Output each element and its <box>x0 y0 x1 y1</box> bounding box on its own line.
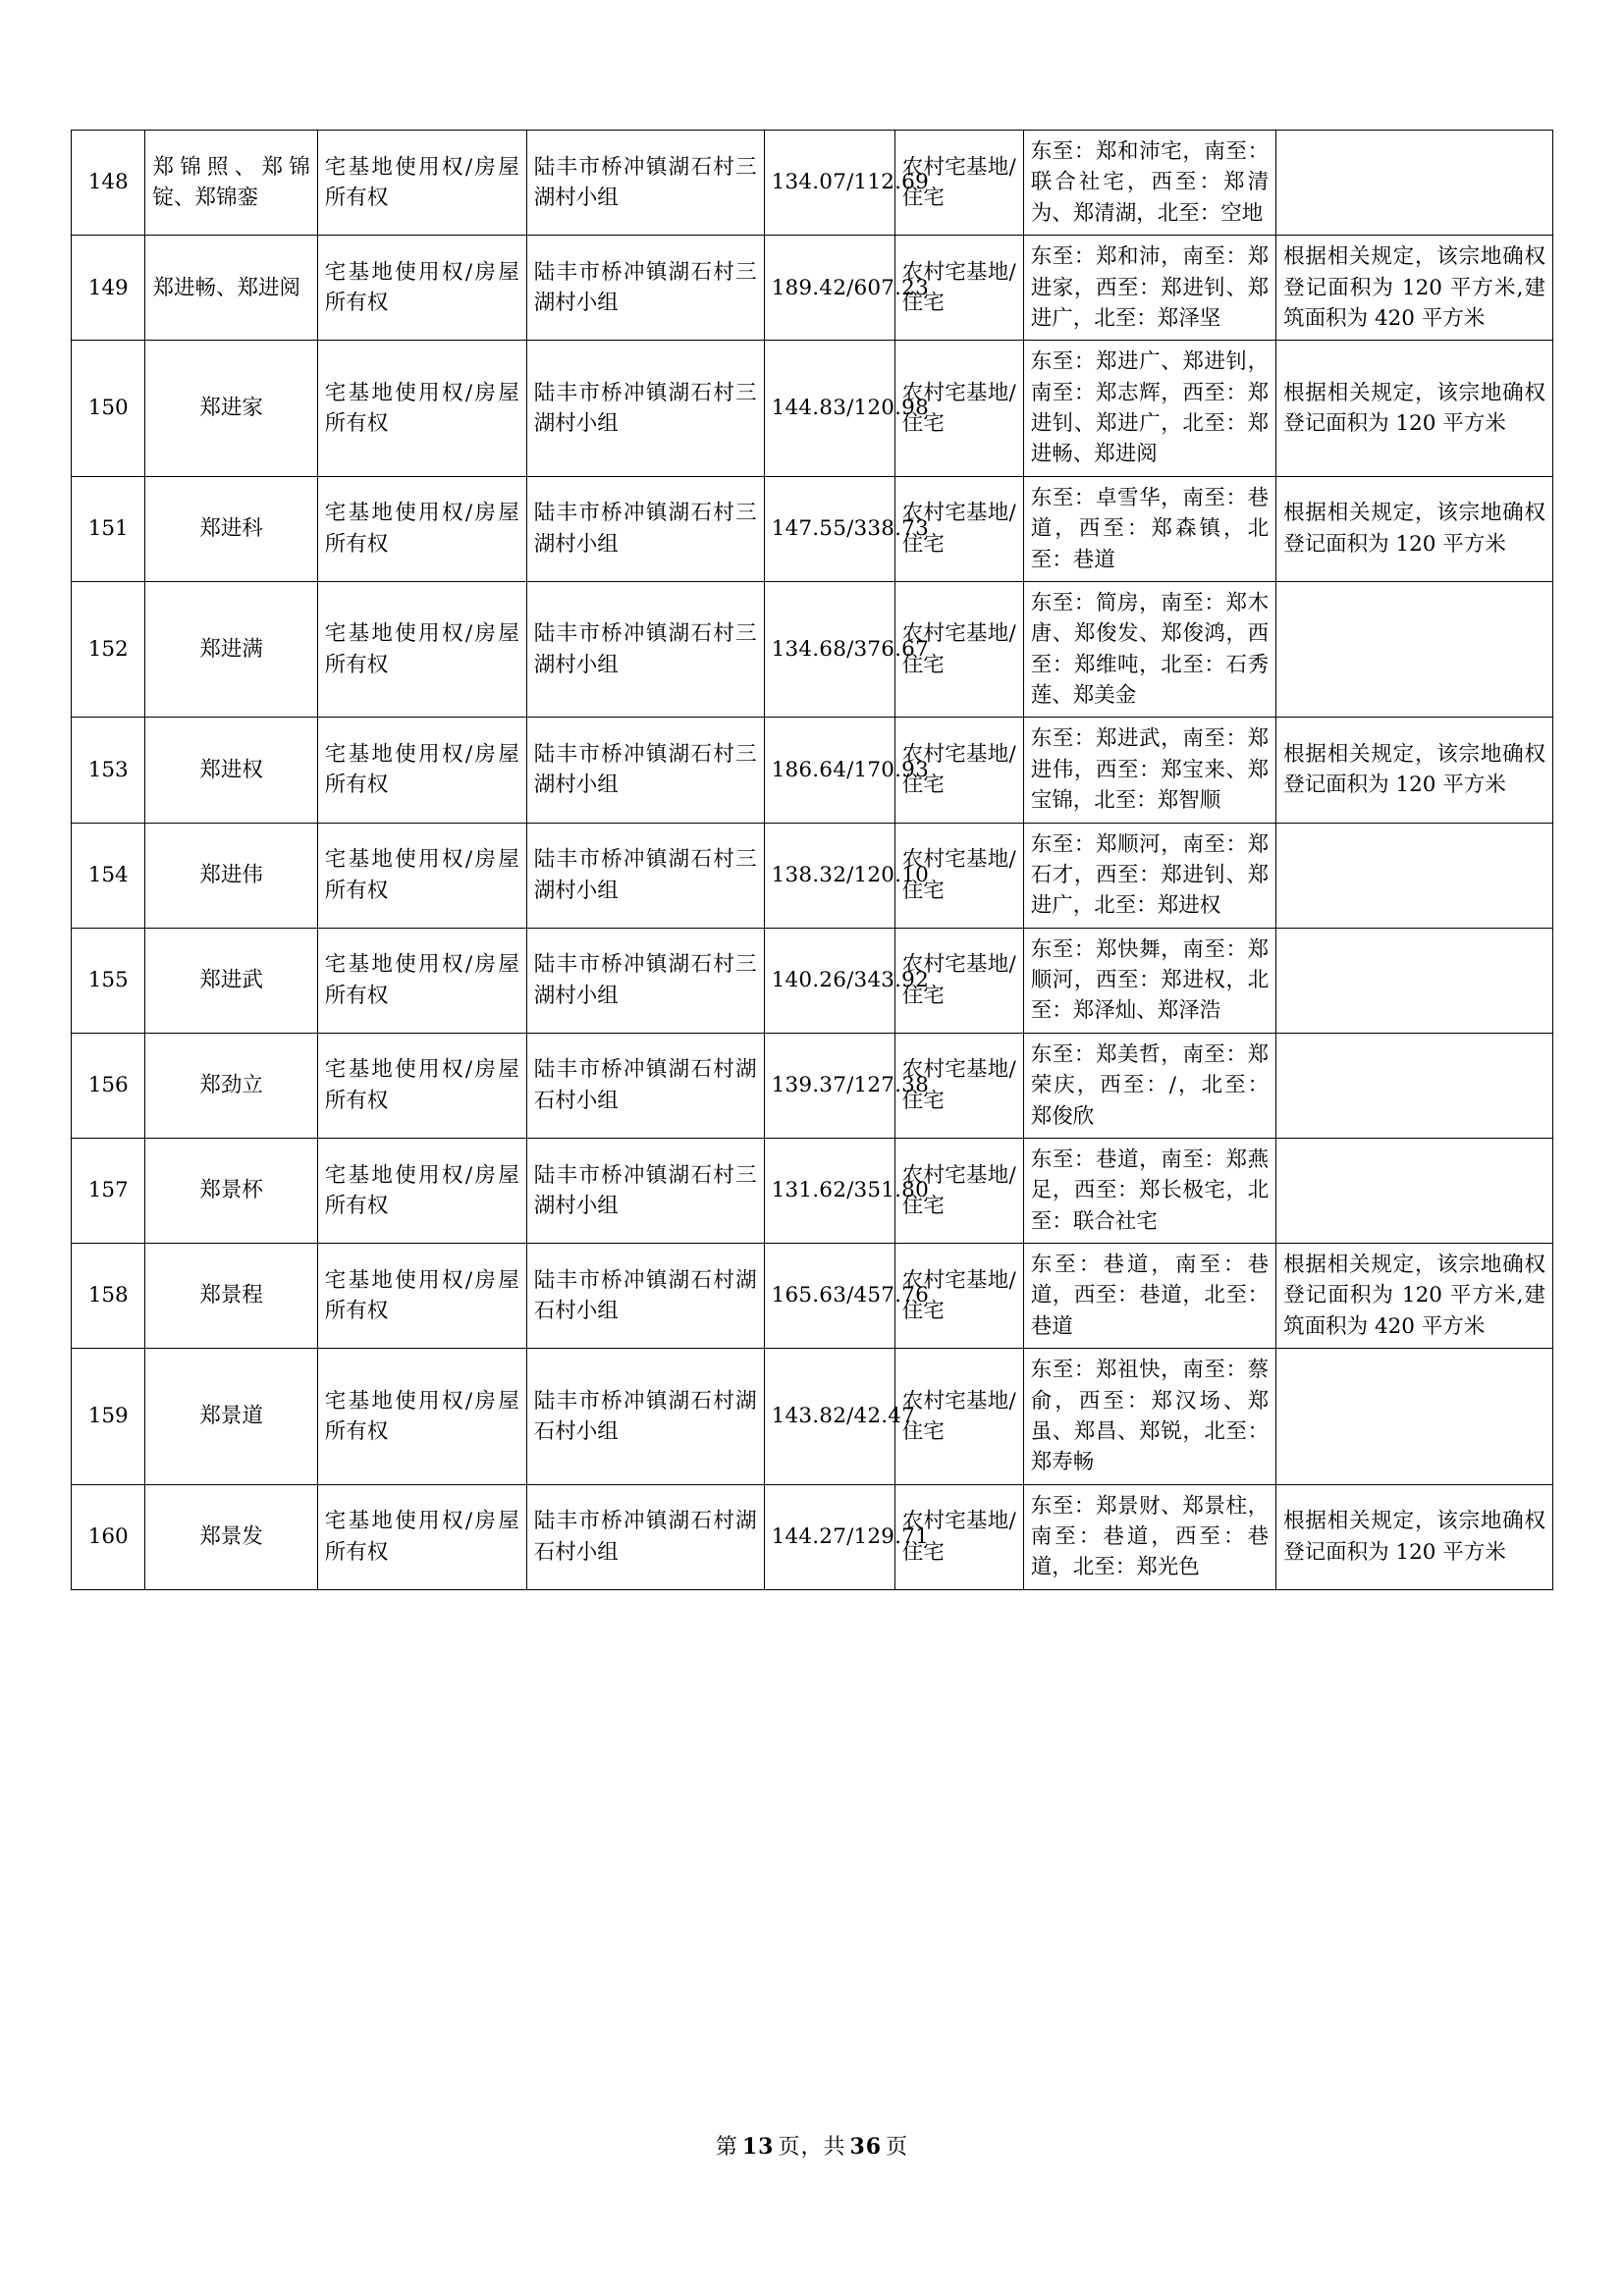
row-area: 131.62/351.80 <box>764 1138 894 1243</box>
row-boundary: 东至：郑进广、郑进钊，南至：郑志辉，西至：郑进钊、郑进广，北至：郑进畅、郑进阅 <box>1023 341 1275 477</box>
row-right-type: 宅基地使用权/房屋所有权 <box>317 131 526 236</box>
row-note <box>1276 823 1553 928</box>
table-row <box>72 1244 1553 1349</box>
row-owner-name: 郑进伟 <box>145 823 317 928</box>
row-boundary: 东至：卓雪华，南至：巷道，西至：郑森镇，北至：巷道 <box>1023 476 1275 581</box>
row-right-type: 宅基地使用权/房屋所有权 <box>317 1349 526 1485</box>
row-note <box>1276 131 1553 236</box>
row-use: 农村宅基地/住宅 <box>894 1138 1023 1243</box>
row-right-type: 宅基地使用权/房屋所有权 <box>317 823 526 928</box>
row-location: 陆丰市桥冲镇湖石村三湖村小组 <box>526 718 764 823</box>
row-area: 144.83/120.98 <box>764 341 894 477</box>
row-right-type: 宅基地使用权/房屋所有权 <box>317 1484 526 1589</box>
table-body <box>72 131 1553 1590</box>
row-boundary: 东至：郑和沛宅，南至：联合社宅，西至：郑清为、郑清湖，北至：空地 <box>1023 131 1275 236</box>
row-note: 根据相关规定，该宗地确权登记面积为 120 平方米,建筑面积为 420 平方米 <box>1276 1244 1553 1349</box>
row-use: 农村宅基地/住宅 <box>894 1484 1023 1589</box>
row-area: 147.55/338.73 <box>764 476 894 581</box>
footer-middle: 页，共 <box>778 2135 846 2160</box>
row-note <box>1276 1033 1553 1138</box>
table-row <box>72 823 1553 928</box>
row-owner-name: 郑进权 <box>145 718 317 823</box>
row-right-type: 宅基地使用权/房屋所有权 <box>317 1244 526 1349</box>
row-note <box>1276 1138 1553 1243</box>
row-location: 陆丰市桥冲镇湖石村三湖村小组 <box>526 476 764 581</box>
row-location: 陆丰市桥冲镇湖石村湖石村小组 <box>526 1244 764 1349</box>
row-location: 陆丰市桥冲镇湖石村湖石村小组 <box>526 1484 764 1589</box>
table-row <box>72 476 1553 581</box>
footer-prefix: 第 <box>715 2135 738 2160</box>
row-note <box>1276 581 1553 718</box>
row-area: 165.63/457.76 <box>764 1244 894 1349</box>
table-row <box>72 1033 1553 1138</box>
row-use: 农村宅基地/住宅 <box>894 581 1023 718</box>
row-index: 160 <box>72 1484 145 1589</box>
row-index: 148 <box>72 131 145 236</box>
row-area: 143.82/42.47 <box>764 1349 894 1485</box>
row-owner-name: 郑进畅、郑进阅 <box>145 236 317 341</box>
row-owner-name: 郑景程 <box>145 1244 317 1349</box>
footer-current-page: 13 <box>741 2134 775 2160</box>
row-use: 农村宅基地/住宅 <box>894 1033 1023 1138</box>
row-index: 149 <box>72 236 145 341</box>
table-row <box>72 928 1553 1033</box>
table-row <box>72 581 1553 718</box>
row-owner-name: 郑进武 <box>145 928 317 1033</box>
row-index: 150 <box>72 341 145 477</box>
row-use: 农村宅基地/住宅 <box>894 718 1023 823</box>
row-boundary: 东至：郑快舞，南至：郑顺河，西至：郑进权，北至：郑泽灿、郑泽浩 <box>1023 928 1275 1033</box>
row-location: 陆丰市桥冲镇湖石村湖石村小组 <box>526 1033 764 1138</box>
row-right-type: 宅基地使用权/房屋所有权 <box>317 1138 526 1243</box>
row-index: 156 <box>72 1033 145 1138</box>
row-use: 农村宅基地/住宅 <box>894 1349 1023 1485</box>
footer-suffix: 页 <box>886 2135 909 2160</box>
row-owner-name: 郑劲立 <box>145 1033 317 1138</box>
row-owner-name: 郑景道 <box>145 1349 317 1485</box>
row-area: 134.68/376.67 <box>764 581 894 718</box>
row-note: 根据相关规定，该宗地确权登记面积为 120 平方米,建筑面积为 420 平方米 <box>1276 236 1553 341</box>
row-owner-name: 郑进满 <box>145 581 317 718</box>
row-owner-name: 郑进科 <box>145 476 317 581</box>
row-location: 陆丰市桥冲镇湖石村三湖村小组 <box>526 823 764 928</box>
row-index: 157 <box>72 1138 145 1243</box>
row-boundary: 东至：郑和沛，南至：郑进家，西至：郑进钊、郑进广，北至：郑泽坚 <box>1023 236 1275 341</box>
table-row <box>72 1138 1553 1243</box>
footer-total-pages: 36 <box>849 2134 883 2160</box>
row-area: 134.07/112.69 <box>764 131 894 236</box>
row-boundary: 东至：郑景财、郑景柱，南至：巷道，西至：巷道，北至：郑光色 <box>1023 1484 1275 1589</box>
row-boundary: 东至：郑顺河，南至：郑石才，西至：郑进钊、郑进广，北至：郑进权 <box>1023 823 1275 928</box>
page-footer <box>0 2130 1624 2161</box>
row-right-type: 宅基地使用权/房屋所有权 <box>317 718 526 823</box>
row-note: 根据相关规定，该宗地确权登记面积为 120 平方米 <box>1276 476 1553 581</box>
row-index: 152 <box>72 581 145 718</box>
row-note: 根据相关规定，该宗地确权登记面积为 120 平方米 <box>1276 1484 1553 1589</box>
row-index: 159 <box>72 1349 145 1485</box>
row-location: 陆丰市桥冲镇湖石村三湖村小组 <box>526 581 764 718</box>
row-area: 138.32/120.10 <box>764 823 894 928</box>
row-right-type: 宅基地使用权/房屋所有权 <box>317 581 526 718</box>
row-boundary: 东至：郑美哲，南至：郑荣庆，西至：/，北至：郑俊欣 <box>1023 1033 1275 1138</box>
row-boundary: 东至：巷道，南至：郑燕足，西至：郑长极宅，北至：联合社宅 <box>1023 1138 1275 1243</box>
row-boundary: 东至：简房，南至：郑木唐、郑俊发、郑俊鸿，西至：郑维吨，北至：石秀莲、郑美金 <box>1023 581 1275 718</box>
row-use: 农村宅基地/住宅 <box>894 476 1023 581</box>
table-row <box>72 341 1553 477</box>
row-area: 186.64/170.93 <box>764 718 894 823</box>
table-row <box>72 131 1553 236</box>
table-row <box>72 1349 1553 1485</box>
row-use: 农村宅基地/住宅 <box>894 1244 1023 1349</box>
row-boundary: 东至：郑祖快，南至：蔡俞，西至：郑汉场、郑虽、郑昌、郑锐，北至：郑寿畅 <box>1023 1349 1275 1485</box>
row-right-type: 宅基地使用权/房屋所有权 <box>317 1033 526 1138</box>
row-owner-name: 郑景发 <box>145 1484 317 1589</box>
row-area: 140.26/343.92 <box>764 928 894 1033</box>
row-location: 陆丰市桥冲镇湖石村三湖村小组 <box>526 928 764 1033</box>
row-use: 农村宅基地/住宅 <box>894 131 1023 236</box>
row-note: 根据相关规定，该宗地确权登记面积为 120 平方米 <box>1276 341 1553 477</box>
row-boundary: 东至：郑进武，南至：郑进伟，西至：郑宝来、郑宝锦，北至：郑智顺 <box>1023 718 1275 823</box>
row-owner-name: 郑锦照、郑锦锭、郑锦銮 <box>145 131 317 236</box>
row-use: 农村宅基地/住宅 <box>894 236 1023 341</box>
row-location: 陆丰市桥冲镇湖石村三湖村小组 <box>526 1138 764 1243</box>
row-note <box>1276 1349 1553 1485</box>
row-owner-name: 郑景杯 <box>145 1138 317 1243</box>
row-location: 陆丰市桥冲镇湖石村三湖村小组 <box>526 341 764 477</box>
row-right-type: 宅基地使用权/房屋所有权 <box>317 928 526 1033</box>
row-index: 155 <box>72 928 145 1033</box>
row-location: 陆丰市桥冲镇湖石村三湖村小组 <box>526 131 764 236</box>
row-owner-name: 郑进家 <box>145 341 317 477</box>
row-location: 陆丰市桥冲镇湖石村湖石村小组 <box>526 1349 764 1485</box>
table-row <box>72 718 1553 823</box>
row-area: 139.37/127.38 <box>764 1033 894 1138</box>
table-row <box>72 1484 1553 1589</box>
row-index: 158 <box>72 1244 145 1349</box>
row-use: 农村宅基地/住宅 <box>894 341 1023 477</box>
row-index: 154 <box>72 823 145 928</box>
row-use: 农村宅基地/住宅 <box>894 928 1023 1033</box>
row-note <box>1276 928 1553 1033</box>
table-row <box>72 236 1553 341</box>
row-right-type: 宅基地使用权/房屋所有权 <box>317 341 526 477</box>
row-index: 153 <box>72 718 145 823</box>
registration-table <box>71 130 1553 1590</box>
row-right-type: 宅基地使用权/房屋所有权 <box>317 236 526 341</box>
row-index: 151 <box>72 476 145 581</box>
row-use: 农村宅基地/住宅 <box>894 823 1023 928</box>
row-right-type: 宅基地使用权/房屋所有权 <box>317 476 526 581</box>
row-area: 189.42/607.23 <box>764 236 894 341</box>
row-boundary: 东至：巷道，南至：巷道，西至：巷道，北至：巷道 <box>1023 1244 1275 1349</box>
row-note: 根据相关规定，该宗地确权登记面积为 120 平方米 <box>1276 718 1553 823</box>
row-location: 陆丰市桥冲镇湖石村三湖村小组 <box>526 236 764 341</box>
row-area: 144.27/129.71 <box>764 1484 894 1589</box>
